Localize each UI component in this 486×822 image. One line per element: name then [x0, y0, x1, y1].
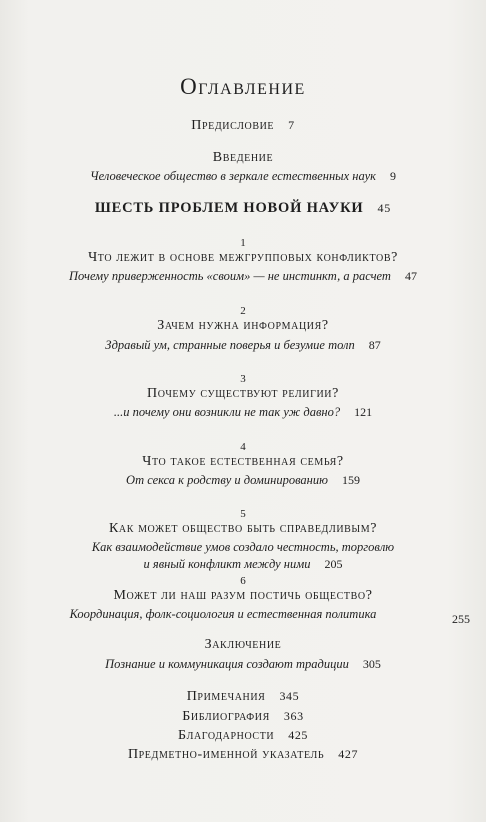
chapter-title[interactable]: Может ли наш разум постичь общество?	[113, 588, 373, 603]
page-number: 363	[283, 709, 304, 723]
page-number: 205	[324, 557, 343, 571]
chapter-number: 2	[240, 305, 246, 317]
page-number: 9	[389, 169, 396, 183]
page-number: 345	[279, 689, 300, 703]
entry-label: Предисловие	[191, 118, 275, 133]
chapter-number: 3	[240, 373, 246, 385]
chapter-subtitle-cont	[0, 557, 486, 572]
subtitle-text: От секса к родству и доминированию	[126, 473, 328, 487]
chapter-title[interactable]: Почему существуют религии?	[147, 386, 339, 401]
toc-entry-intro[interactable]: Введение	[212, 150, 274, 165]
chapter-title[interactable]: Что такое естественная семья?	[142, 454, 344, 469]
toc-entry-acknowledgements[interactable]	[0, 728, 486, 744]
part-label: ШЕСТЬ ПРОБЛЕМ НОВОЙ НАУКИ	[94, 200, 364, 216]
subtitle-text: Человеческое общество в зеркале естественных наук	[90, 169, 376, 183]
entry-label: Примечания	[186, 689, 266, 704]
entry-label: Предметно-именной указатель	[127, 747, 325, 762]
page-number: 121	[354, 405, 373, 419]
subtitle-text: Почему приверженность «своим» — не инстинкт, а расчет	[69, 269, 391, 283]
toc-title: Оглавление	[180, 74, 306, 99]
subtitle-text: и явный конфликт между ними	[143, 557, 311, 571]
page-number: 87	[368, 338, 381, 352]
subtitle-text: Познание и коммуникация создают традиции	[105, 657, 349, 671]
page-number: 305	[362, 657, 381, 671]
chapter-subtitle	[0, 338, 486, 353]
entry-label: Библиография	[182, 709, 270, 724]
toc-entry-preface[interactable]	[0, 118, 486, 134]
page-number: 427	[338, 747, 359, 761]
page-number: 159	[341, 473, 360, 487]
chapter-subtitle: Координация, фолк-социология и естественная политика	[69, 607, 377, 621]
chapter-subtitle: Как взаимодействие умов создало честность, торговлю	[91, 540, 395, 554]
toc-entry-notes[interactable]	[0, 689, 486, 705]
chapter-subtitle	[0, 269, 486, 284]
chapter-number: 1	[240, 237, 246, 249]
chapter-title[interactable]: Что лежит в основе межгрупповых конфликтов?	[88, 250, 398, 265]
toc-entry-index[interactable]	[0, 747, 486, 763]
toc-part-heading[interactable]	[0, 200, 486, 217]
page-number: 47	[404, 269, 417, 283]
page-number: 7	[288, 118, 295, 132]
chapter-subtitle	[0, 405, 486, 420]
chapter-subtitle	[0, 473, 486, 488]
entry-label: Благодарности	[177, 728, 275, 743]
page-number: 45	[377, 201, 392, 215]
page-number: 255	[452, 612, 470, 626]
toc-entry-conclusion[interactable]: Заключение	[204, 637, 282, 652]
chapter-title[interactable]: Как может общество быть справедливым?	[108, 521, 378, 536]
chapter-number: 6	[240, 575, 246, 587]
chapter-number: 5	[240, 508, 246, 520]
toc-intro-subtitle	[0, 169, 486, 184]
chapter-title[interactable]: Зачем нужна информация?	[157, 318, 329, 333]
page-number: 425	[288, 728, 309, 742]
subtitle-text: Здравый ум, странные поверья и безумие толп	[105, 338, 355, 352]
toc-conclusion-subtitle	[0, 657, 486, 672]
subtitle-text: ...и почему они возникли не так уж давно?	[113, 405, 341, 419]
chapter-number: 4	[240, 441, 246, 453]
toc-entry-bibliography[interactable]	[0, 709, 486, 725]
